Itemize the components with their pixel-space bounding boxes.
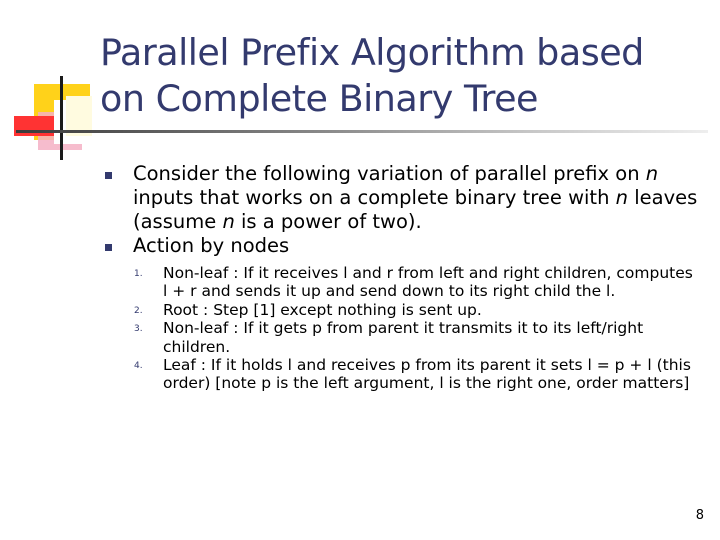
item-number: 2. xyxy=(134,305,143,316)
bullet-list xyxy=(104,162,704,258)
slide-title-line-1: Parallel Prefix Algorithm based xyxy=(100,31,644,74)
variable-n: n xyxy=(645,162,659,185)
item-text: Leaf : If it holds l and receives p from its parent it sets l = p + l (this order) [note p is the left argument, l is the right one, order matters] xyxy=(163,356,691,393)
numbered-list xyxy=(134,264,694,393)
numbered-item xyxy=(134,356,694,393)
page-number: 8 xyxy=(695,508,704,523)
bullet-item xyxy=(104,162,704,234)
bullet-item xyxy=(104,234,704,258)
item-text: Non-leaf : If it receives l and r from left and right children, computes l + r and sends it up and send down to its right child the l. xyxy=(163,264,693,301)
decorative-red-bar xyxy=(14,116,54,136)
numbered-item xyxy=(134,301,694,319)
item-text: Root : Step [1] except nothing is sent up. xyxy=(163,300,482,319)
item-text: Non-leaf : If it gets p from parent it transmits it to its left/right children. xyxy=(163,319,644,356)
item-number: 4. xyxy=(134,361,143,372)
slide-title xyxy=(100,30,710,122)
square-bullet-icon xyxy=(105,244,112,251)
variable-n: n xyxy=(615,186,628,209)
decorative-vertical-line xyxy=(60,76,63,160)
numbered-item xyxy=(134,319,694,356)
item-number: 1. xyxy=(134,269,143,279)
title-divider-line xyxy=(16,130,708,133)
item-number: 3. xyxy=(134,324,143,335)
bullet-text: Action by nodes xyxy=(133,234,290,257)
numbered-item xyxy=(134,264,694,301)
bullet-text: Consider the following variation of parallel prefix on n inputs that works on a complete binary tree with n leaves (assume n is a power of two). xyxy=(133,162,698,233)
variable-n: n xyxy=(222,210,235,233)
slide-title-line-2: on Complete Binary Tree xyxy=(100,77,539,120)
square-bullet-icon xyxy=(105,172,112,179)
